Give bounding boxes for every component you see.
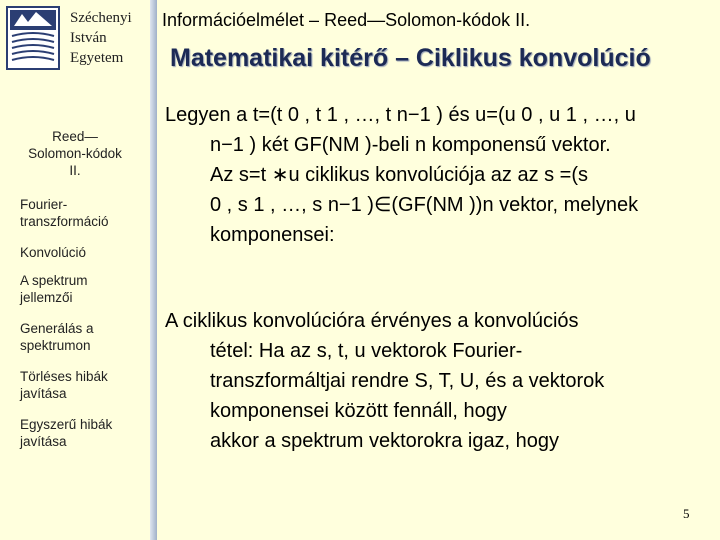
sidebar-item-generalas[interactable] [20, 320, 94, 354]
sidebar-item-label: Konvolúció [20, 245, 87, 260]
paragraph-line: n−1 ) két GF(NM )-beli n komponensű vektor. [210, 134, 611, 156]
theorem-paragraph [165, 306, 695, 456]
sidebar-item-label: A spektrum [20, 273, 88, 288]
paragraph-line: A ciklikus konvolúcióra érvényes a konvolúciós [165, 310, 579, 332]
sidebar-item-egyszeru[interactable] [20, 416, 112, 450]
sidebar-item-label: javítása [20, 434, 67, 449]
sidebar-item-spektrum[interactable] [20, 272, 88, 306]
sidebar-item-label: Fourier- [20, 197, 68, 212]
university-name-line: Széchenyi [70, 10, 132, 26]
paragraph-line: komponensei között fennáll, hogy [210, 400, 507, 422]
sidebar-item-torleses[interactable] [20, 368, 108, 402]
sidebar-item-label: spektrumon [20, 338, 91, 353]
sidebar-item-fourier[interactable] [20, 196, 109, 230]
university-logo [6, 6, 60, 70]
paragraph-line: 0 , s 1 , …, s n−1 )∈(GF(NM ))n vektor, melynek [210, 194, 639, 216]
university-name [70, 8, 150, 68]
sidebar-divider [150, 0, 157, 540]
sidebar-item-label: Solomon-kódok [28, 146, 122, 161]
paragraph-line: transzformáltjai rendre S, T, U, és a vektorok [210, 370, 605, 392]
sidebar-item-label: II. [69, 163, 81, 178]
slide-title: Matematikai kitérő – Ciklikus konvolúció [170, 44, 651, 72]
paragraph-line: Az s=t ∗u ciklikus konvolúciója az az s =(s [210, 164, 589, 186]
paragraph-line: akkor a spektrum vektorokra igaz, hogy [210, 430, 560, 452]
section-title: Információelmélet – Reed―Solomon-kódok II. [162, 10, 531, 30]
paragraph-line: komponensei: [210, 224, 335, 246]
paragraph-line: Legyen a t=(t 0 , t 1 , …, t n−1 ) és u=(u 0 , u 1 , …, u [165, 104, 636, 126]
sidebar-item-label: Egyszerű hibák [20, 417, 113, 432]
definition-paragraph [165, 100, 690, 250]
sidebar-item-label: jellemzői [20, 290, 73, 305]
sidebar-item-konvolucio[interactable] [20, 244, 86, 261]
sidebar-item-label: javítása [20, 386, 67, 401]
sidebar-item-label: Reed― [52, 129, 98, 144]
university-name-line: István [70, 30, 107, 46]
page-number: 5 [683, 506, 690, 521]
sidebar-item-label: Törléses hibák [20, 369, 108, 384]
sidebar-item-reed-solomon[interactable] [0, 128, 150, 179]
paragraph-line: tétel: Ha az s, t, u vektorok Fourier- [210, 340, 523, 362]
sidebar-item-label: transzformáció [20, 214, 109, 229]
sidebar-item-label: Generálás a [20, 321, 94, 336]
university-name-line: Egyetem [70, 50, 124, 66]
